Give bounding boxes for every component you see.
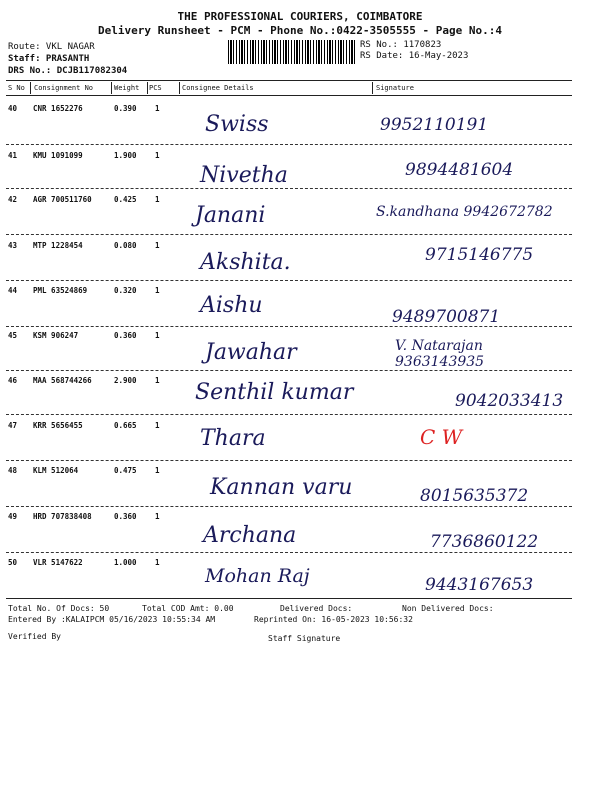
rs-date: RS Date: 16-May-2023 <box>360 51 469 61</box>
drs-number: DRS No.: DCJB117082304 <box>8 66 128 76</box>
col-consignee: Consignee Details <box>182 84 254 92</box>
row-consignee-handwritten: Jawahar <box>205 340 297 365</box>
row-consignee-handwritten: Thara <box>200 426 266 451</box>
row-weight: 0.320 <box>114 286 137 295</box>
row-sno: 46 <box>8 376 18 385</box>
col-pcs: PCS <box>149 84 162 92</box>
total-cod: Total COD Amt: 0.00 <box>142 604 234 613</box>
row-consignee-handwritten: Nivetha <box>200 163 288 188</box>
row-consignment: MTP 1228454 <box>33 241 83 250</box>
row-pcs: 1 <box>155 421 160 430</box>
entered-by: Entered By :KALAIPCM 05/16/2023 10:55:34 AM <box>8 615 216 624</box>
row-consignment: VLR 5147622 <box>33 558 83 567</box>
row-pcs: 1 <box>155 466 160 475</box>
non-delivered-docs: Non Delivered Docs: <box>402 604 494 613</box>
row-separator <box>6 414 572 415</box>
row-pcs: 1 <box>155 558 160 567</box>
col-divider <box>179 82 180 94</box>
row-signature-handwritten: 9443167653 <box>425 575 534 595</box>
row-sno: 49 <box>8 512 18 521</box>
row-weight: 2.900 <box>114 376 137 385</box>
row-weight: 1.000 <box>114 558 137 567</box>
row-consignment: HRD 707838408 <box>33 512 92 521</box>
row-signature-handwritten: C W <box>420 425 463 449</box>
row-pcs: 1 <box>155 512 160 521</box>
col-divider <box>111 82 112 94</box>
row-weight: 1.900 <box>114 151 137 160</box>
row-signature-handwritten: 9489700871 <box>392 307 501 327</box>
row-weight: 0.475 <box>114 466 137 475</box>
row-pcs: 1 <box>155 331 160 340</box>
row-weight: 0.080 <box>114 241 137 250</box>
row-separator <box>6 506 572 507</box>
row-sno: 48 <box>8 466 18 475</box>
row-consignment: AGR 700511760 <box>33 195 92 204</box>
row-consignee-handwritten: Akshita. <box>200 250 291 275</box>
row-sno: 45 <box>8 331 18 340</box>
col-divider <box>147 82 148 94</box>
rs-number: RS No.: 1170823 <box>360 40 442 50</box>
row-sno: 41 <box>8 151 18 160</box>
row-separator <box>6 234 572 235</box>
row-consignee-handwritten: Janani <box>195 203 266 228</box>
row-consignee-handwritten: Swiss <box>205 112 269 137</box>
table-top-rule <box>6 80 572 81</box>
col-weight: Weight <box>114 84 140 92</box>
runsheet-subtitle: Delivery Runsheet - PCM - Phone No.:0422-3505555 - Page No.:4 <box>98 24 502 37</box>
row-pcs: 1 <box>155 376 160 385</box>
row-consignment: KSM 906247 <box>33 331 79 340</box>
route-label: Route: VKL NAGAR <box>8 42 95 52</box>
row-weight: 0.390 <box>114 104 137 113</box>
row-sno: 42 <box>8 195 18 204</box>
col-signature: Signature <box>376 84 414 92</box>
row-signature-handwritten: 9894481604 <box>405 160 514 180</box>
row-separator <box>6 552 572 553</box>
delivered-docs: Delivered Docs: <box>280 604 353 613</box>
row-consignee-handwritten: Aishu <box>200 293 263 318</box>
row-separator <box>6 280 572 281</box>
staff-signature: Staff Signature <box>268 634 341 643</box>
row-consignee-handwritten: Mohan Raj <box>205 565 310 587</box>
row-signature-handwritten: 9715146775 <box>425 245 534 265</box>
row-sno: 40 <box>8 104 18 113</box>
header-bottom-rule <box>6 95 572 96</box>
row-pcs: 1 <box>155 195 160 204</box>
row-separator <box>6 188 572 189</box>
row-consignment: MAA 568744266 <box>33 376 92 385</box>
col-divider <box>30 82 31 94</box>
reprinted-on: Reprinted On: 16-05-2023 10:56:32 <box>254 615 413 624</box>
row-pcs: 1 <box>155 151 160 160</box>
row-separator <box>6 326 572 327</box>
col-consignment: Consignment No <box>34 84 94 92</box>
table-bottom-rule <box>6 598 572 599</box>
row-consignment: PML 63524869 <box>33 286 88 295</box>
row-separator <box>6 370 572 371</box>
row-pcs: 1 <box>155 286 160 295</box>
verified-by: Verified By <box>8 632 61 641</box>
row-consignee-handwritten: Archana <box>203 523 297 548</box>
row-signature-handwritten: 9042033413 <box>455 391 564 411</box>
row-consignment: KLM 512064 <box>33 466 79 475</box>
row-sno: 50 <box>8 558 18 567</box>
row-signature-handwritten: S.kandhana 9942672782 <box>376 204 553 220</box>
col-divider <box>372 82 373 94</box>
row-separator <box>6 460 572 461</box>
row-consignment: KRR 5656455 <box>33 421 83 430</box>
col-sno: S No <box>8 84 25 92</box>
row-signature-handwritten: V. Natarajan 9363143935 <box>395 338 485 370</box>
row-signature-handwritten: 9952110191 <box>380 115 489 135</box>
row-sno: 47 <box>8 421 18 430</box>
row-sno: 43 <box>8 241 18 250</box>
row-consignment: CNR 1652276 <box>33 104 83 113</box>
row-weight: 0.360 <box>114 512 137 521</box>
row-weight: 0.425 <box>114 195 137 204</box>
row-signature-handwritten: 7736860122 <box>430 532 539 552</box>
row-consignment: KMU 1091099 <box>33 151 83 160</box>
barcode-image <box>228 40 356 64</box>
row-pcs: 1 <box>155 104 160 113</box>
row-weight: 0.665 <box>114 421 137 430</box>
row-sno: 44 <box>8 286 18 295</box>
row-signature-handwritten: 8015635372 <box>420 486 529 506</box>
row-separator <box>6 144 572 145</box>
total-docs: Total No. Of Docs: 50 <box>8 604 110 613</box>
row-consignee-handwritten: Senthil kumar <box>195 380 354 405</box>
staff-label: Staff: PRASANTH <box>8 54 90 64</box>
row-pcs: 1 <box>155 241 160 250</box>
row-weight: 0.360 <box>114 331 137 340</box>
row-consignee-handwritten: Kannan varu <box>210 475 353 500</box>
company-title: THE PROFESSIONAL COURIERS, COIMBATORE <box>177 10 423 23</box>
